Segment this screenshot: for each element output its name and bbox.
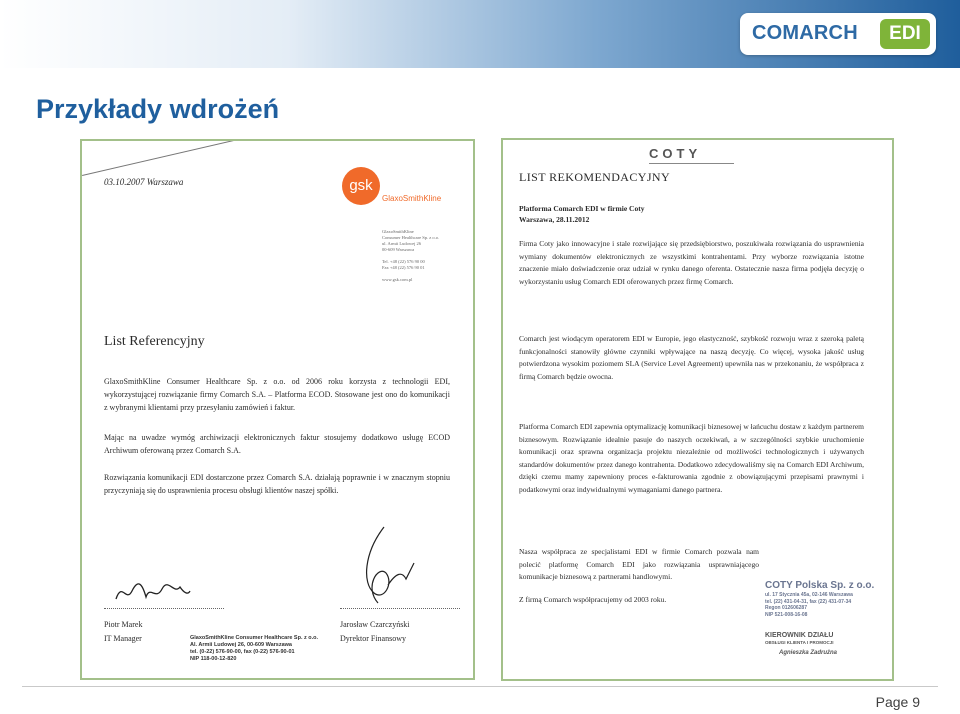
signer-title: IT Manager [104, 634, 142, 643]
letter-paragraph: Mając na uwadze wymóg archiwizacji elektronicznych faktur stosujemy dodatkowo usługę ECOD Archiwum oferowaną przez Comarch S.A. [104, 433, 450, 455]
letter-paragraph: Comarch jest wiodącym operatorem EDI w Europie, jego elastyczność, szybkość rozwoju wraz z szeroką paletą funkcjonalności stanowiły główne czynniki wpływające na naszą decyzję. Co więcej, wysoka jakość usług potwierdzona wysokim poziomem SLA (Service Level Agreement) upewniła nas w przekonaniu, że współpraca z firmą Comarch będzie owocna. [519, 334, 864, 381]
letter-paragraph: Nasza współpraca ze specjalistami EDI w firmie Comarch pozwala nam polecić platformę Comarch EDI jako rozwiązania usprawniającego komunikacje biznesową z partnerami handlowymi. [519, 547, 759, 582]
signer-title: Dyrektor Finansowy [340, 634, 406, 643]
company-stamp: GlaxoSmithKline Consumer Healthcare Sp. z o.o. Al. Armii Ludowej 26, 00-609 Warszawa tel. (0-22) 576-90-00, fax (0-22) 576-90-01 NIP 118-00-12-820 [190, 635, 319, 662]
company-name: GlaxoSmithKline [382, 194, 442, 203]
letter-heading: LIST REKOMENDACYJNY [519, 170, 671, 184]
letter-date: 03.10.2007 Warszawa [104, 177, 184, 187]
letter-paragraph: Rozwiązania komunikacji EDI dostarczone przez Comarch S.A. działają poprawnie i w znacznym stopniu przyczyniają się do usprawnienia procesu obsługi klientów naszej spółki. [104, 473, 450, 495]
letter-paragraph: Platforma Comarch EDI zapewnia optymalizację komunikacji biznesowej w łańcuchu dostaw z każdym partnerem biznesowym. Rozwiązanie idealnie pasuje do naszych oczekiwań, a w szczególności szybkie uruchomienie komunikacji oraz sprawna organizacja projektu niezależnie od możliwości technologicznych i używanych standardów dokumentów przez danego kontrahenta. Dodatkowo zdecydowaliśmy się na Comarch EDI Archiwum, dzięki czemu mamy zapewniony proces e-fakturowania zgodnie z obowiązującymi przepisami prawnymi i podatkowymi oraz indywidualnymi wymaganiami danego partnera. [519, 422, 864, 494]
signature-left [112, 573, 192, 607]
letter-paragraph: Firma Coty jako innowacyjne i stale rozwijające się przedsiębiorstwo, poszukiwała rozwiązania do usprawnienia wymiany dokumentów elektronicznych ze wszystkimi kontrahentami. Przy wyborze rozwiązania istotne znaczenie miało doświadczenie oraz udział w rynku danego oferenta. Ostatecznie nasza firma podjęła decyzję o wykorzystaniu usług Comarch EDI oferowanych przez firmę Comarch. [519, 239, 864, 286]
footer-divider [22, 686, 938, 687]
signature-line [104, 608, 224, 609]
signature-line [340, 608, 460, 609]
comarch-edi-logo [740, 13, 936, 55]
page-title: Przykłady wdrożeń [36, 94, 280, 124]
company-stamp: COTY Polska Sp. z o.o. ul. 17 Stycznia 45a, 02-146 Warszawa tel. (22) 431-04-31, fax (22) 431-07-34 Regon 012606287 NIP 521-008-16-08 [765, 580, 875, 618]
company-address: GlaxoSmithKline Consumer Healthcare Sp. z o.o. ul. Armii Ludowej 26 00-609 Warszawa Tel. +48 (22) 576 90 00 Fax +48 (22) 576 90 01 www.gsk.com.pl [382, 229, 440, 282]
logo-badge: EDI [880, 19, 930, 49]
coty-logo: COTY [649, 146, 702, 161]
gsk-logo-icon: gsk [342, 167, 380, 205]
signer-name: Piotr Marek [104, 620, 143, 629]
signature-right [344, 523, 424, 613]
signer-name: Jarosław Czarczyński [340, 620, 410, 629]
manager-stamp: KIEROWNIK DZIAŁU OBSŁUGI KLIENTA I PROMOCJI Agnieszka Zadrużna [765, 632, 838, 656]
letter-paragraph: Z firmą Comarch współpracujemy od 2003 roku. [519, 595, 667, 604]
letter-paragraph: GlaxoSmithKline Consumer Healthcare Sp. z o.o. od 2006 roku korzysta z technologii EDI, wykorzystującej rozwiązanie firmy Comarch S.A. – Platforma ECOD. Stosowane jest ono do komunikacji z wybranymi klientami przy przesyłaniu zamówień i faktur. [104, 377, 450, 412]
letter-gsk [80, 139, 475, 680]
letter-coty [501, 138, 894, 681]
page-number: Page 9 [875, 694, 920, 710]
header-bar [0, 0, 960, 68]
letter-subject: Platforma Comarch EDI w firmie Coty Warszawa, 28.11.2012 [519, 204, 645, 224]
logo-rule [649, 163, 734, 164]
letter-heading: List Referencyjny [104, 334, 205, 349]
fold-mark [82, 139, 238, 176]
logo-text: COMARCH [752, 22, 858, 44]
